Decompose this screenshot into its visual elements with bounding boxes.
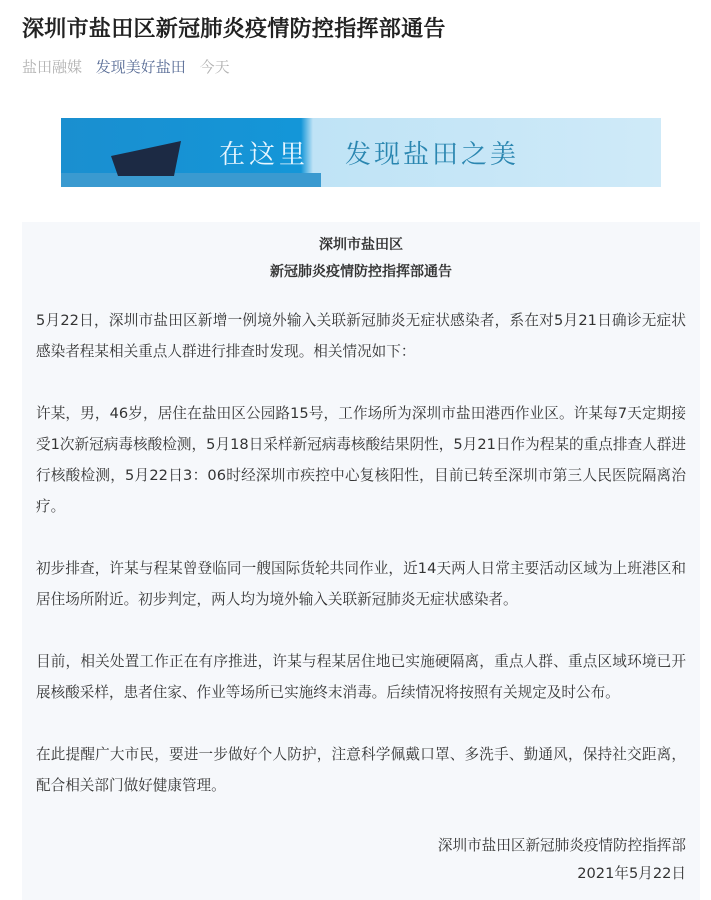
account-link[interactable]: 发现美好盐田 — [95, 58, 186, 76]
banner-right-text: 发现盐田之美 — [345, 140, 520, 170]
ship-graphic — [111, 126, 181, 176]
paragraph: 5月22日，深圳市盐田区新增一例境外输入关联新冠肺炎无症状感染者，系在对5月21日确诊无症状感染者程某相关重点人群进行排查时发现。相关情况如下： — [36, 312, 686, 360]
article-meta — [22, 56, 239, 77]
paragraph: 初步排查，许某与程某曾登临同一艘国际货轮共同作业，近14天两人日常主要活动区域为上班港区和居住场所附近。初步判定，两人均为境外输入关联新冠肺炎无症状感染者。 — [36, 560, 686, 608]
notice-heading-line1: 深圳市盐田区 — [319, 237, 403, 253]
paragraph: 目前，相关处置工作正在有序推进，许某与程某居住地已实施硬隔离，重点人群、重点区域环境已开展核酸采样，患者住家、作业等场所已实施终末消毒。后续情况将按照有关规定及时公布。 — [36, 653, 686, 701]
article-title: 深圳市盐田区新冠肺炎疫情防控指挥部通告 — [22, 17, 446, 42]
paragraph: 在此提醒广大市民，要进一步做好个人防护，注意科学佩戴口罩、多洗手、勤通风，保持社交距离，配合相关部门做好健康管理。 — [36, 746, 686, 794]
banner-left-text: 在这里 — [219, 140, 310, 170]
source-label: 盐田融媒 — [22, 58, 83, 76]
notice-date: 2021年5月22日 — [577, 865, 686, 882]
notice-body — [36, 305, 686, 801]
notice-signature: 深圳市盐田区新冠肺炎疫情防控指挥部 — [437, 837, 686, 854]
banner-image — [61, 118, 661, 187]
notice-box — [22, 222, 700, 900]
notice-heading-line2: 新冠肺炎疫情防控指挥部通告 — [270, 264, 452, 280]
publish-time: 今天 — [199, 58, 230, 76]
paragraph: 许某，男，46岁，居住在盐田区公园路15号，工作场所为深圳市盐田港西作业区。许某每7天定期接受1次新冠病毒核酸检测，5月18日采样新冠病毒核酸结果阴性，5月21日作为程某的重点排查人群进行核酸检测，5月22日3：06时经深圳市疾控中心复核阳性，目前已转至深圳市第三人民医院隔离治疗。 — [36, 405, 686, 515]
sea-graphic — [61, 173, 321, 187]
